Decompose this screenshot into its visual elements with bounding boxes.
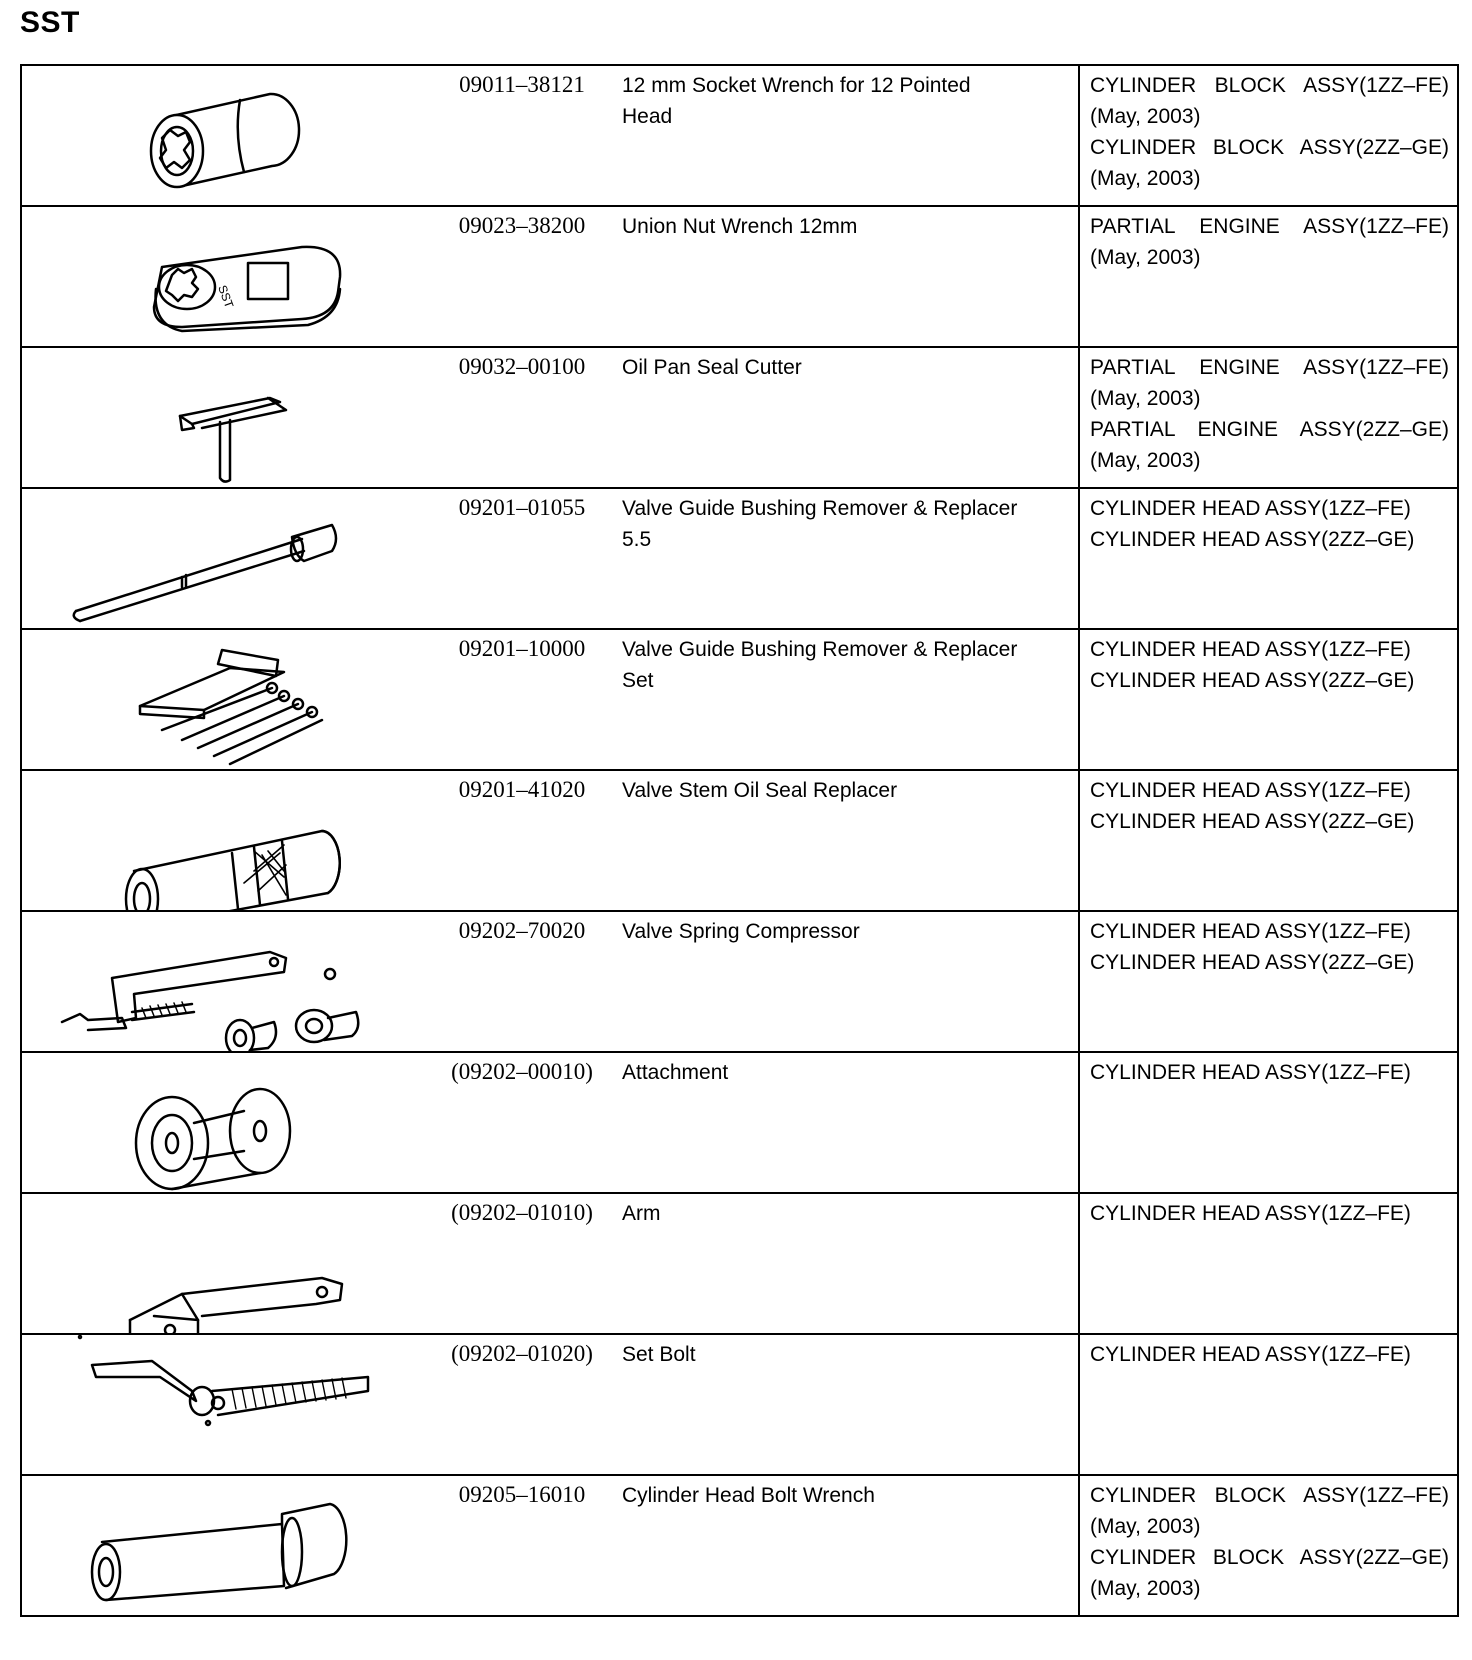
- reference-line: CYLINDER HEAD ASSY(2ZZ–GE): [1090, 951, 1415, 974]
- arm-icon: [22, 1194, 432, 1333]
- reference-line: CYLINDER HEAD ASSY(1ZZ–FE): [1090, 1061, 1411, 1084]
- attachment-icon: [22, 1053, 432, 1192]
- table-row: [21, 911, 1458, 1052]
- table-row: [21, 488, 1458, 629]
- tool-name: Set Bolt: [622, 1343, 696, 1366]
- reference-date: (May, 2003): [1090, 105, 1201, 128]
- reference-date: (May, 2003): [1090, 1577, 1201, 1600]
- reference-date: (May, 2003): [1090, 1515, 1201, 1538]
- reference-cell: [1079, 629, 1458, 770]
- reference-cell: [1079, 1475, 1458, 1616]
- reference-line: CYLINDER HEAD ASSY(1ZZ–FE): [1090, 638, 1411, 661]
- reference-cell: [1079, 770, 1458, 911]
- tool-cell: [21, 206, 1079, 347]
- reference-date: (May, 2003): [1090, 167, 1201, 190]
- oil-seal-replacer-icon: [22, 771, 432, 910]
- table-row: [21, 1475, 1458, 1616]
- table-row: [21, 1052, 1458, 1193]
- tool-cell: [21, 1475, 1079, 1616]
- union-nut-wrench-icon: [22, 207, 432, 346]
- spring-compressor-icon: [22, 912, 432, 1051]
- tool-cell: [21, 488, 1079, 629]
- reference-cell: [1079, 347, 1458, 488]
- reference-date: (May, 2003): [1090, 246, 1201, 269]
- reference-cell: [1079, 65, 1458, 206]
- part-number: (09202–01010): [451, 1200, 593, 1225]
- tool-name: Oil Pan Seal Cutter: [622, 356, 802, 379]
- part-number: 09023–38200: [458, 213, 586, 238]
- reference-line: CYLINDER BLOCK ASSY(2ZZ–GE): [1090, 1546, 1449, 1569]
- reference-line: PARTIAL ENGINE ASSY(2ZZ–GE): [1090, 418, 1449, 441]
- tool-name: Valve Stem Oil Seal Replacer: [622, 779, 898, 802]
- table-row: [21, 1193, 1458, 1334]
- part-number: (09202–00010): [451, 1059, 593, 1084]
- tool-cell: [21, 1052, 1079, 1193]
- reference-line: CYLINDER HEAD ASSY(1ZZ–FE): [1090, 1202, 1411, 1225]
- tool-name: Arm: [622, 1202, 661, 1225]
- reference-cell: [1079, 488, 1458, 629]
- reference-line: CYLINDER HEAD ASSY(2ZZ–GE): [1090, 669, 1415, 692]
- reference-line: CYLINDER HEAD ASSY(1ZZ–FE): [1090, 1343, 1411, 1366]
- tool-cell: [21, 1334, 1079, 1475]
- sst-table: [20, 64, 1459, 1617]
- table-row: [21, 629, 1458, 770]
- bushing-set-icon: [22, 630, 432, 769]
- part-number: 09202–70020: [458, 918, 586, 943]
- svg-text:SST: SST: [215, 283, 237, 310]
- tool-cell: [21, 347, 1079, 488]
- reference-line: PARTIAL ENGINE ASSY(1ZZ–FE): [1090, 356, 1449, 379]
- tool-name: Union Nut Wrench 12mm: [622, 215, 858, 238]
- tool-cell: [21, 1193, 1079, 1334]
- reference-line: CYLINDER BLOCK ASSY(2ZZ–GE): [1090, 136, 1449, 159]
- part-number: 09201–01055: [458, 495, 586, 520]
- reference-cell: [1079, 1193, 1458, 1334]
- table-row: [21, 347, 1458, 488]
- bushing-remover-icon: [22, 489, 432, 628]
- reference-cell: [1079, 1052, 1458, 1193]
- part-number: 09205–16010: [458, 1482, 586, 1507]
- tool-name: Cylinder Head Bolt Wrench: [622, 1484, 875, 1507]
- part-number: 09032–00100: [458, 354, 586, 379]
- tool-cell: [21, 629, 1079, 770]
- page-title: SST: [20, 6, 80, 39]
- reference-cell: [1079, 911, 1458, 1052]
- part-number: 09201–10000: [458, 636, 586, 661]
- table-row: [21, 770, 1458, 911]
- tool-name: Valve Spring Compressor: [622, 920, 860, 943]
- reference-date: (May, 2003): [1090, 449, 1201, 472]
- tool-cell: [21, 770, 1079, 911]
- reference-line: CYLINDER HEAD ASSY(1ZZ–FE): [1090, 779, 1411, 802]
- part-number: 09011–38121: [459, 72, 585, 97]
- tool-name: 12 mm Socket Wrench for 12 Pointed Head: [622, 74, 971, 128]
- reference-cell: [1079, 206, 1458, 347]
- reference-line: CYLINDER HEAD ASSY(2ZZ–GE): [1090, 810, 1415, 833]
- tool-name: Attachment: [622, 1061, 729, 1084]
- reference-line: PARTIAL ENGINE ASSY(1ZZ–FE): [1090, 215, 1449, 238]
- part-number: (09202–01020): [451, 1341, 593, 1366]
- tool-name: Valve Guide Bushing Remover & Replacer Set: [622, 638, 1018, 692]
- reference-line: CYLINDER HEAD ASSY(1ZZ–FE): [1090, 497, 1411, 520]
- part-number: 09201–41020: [458, 777, 586, 802]
- tool-cell: [21, 911, 1079, 1052]
- reference-date: (May, 2003): [1090, 387, 1201, 410]
- reference-line: CYLINDER BLOCK ASSY(1ZZ–FE): [1090, 1484, 1449, 1507]
- bolt-wrench-icon: [22, 1476, 432, 1615]
- table-row: [21, 206, 1458, 347]
- tool-name: Valve Guide Bushing Remover & Replacer 5.5: [622, 497, 1018, 551]
- tool-cell: [21, 65, 1079, 206]
- seal-cutter-icon: [22, 348, 432, 487]
- reference-line: CYLINDER BLOCK ASSY(1ZZ–FE): [1090, 74, 1449, 97]
- socket-wrench-icon: [22, 66, 432, 205]
- reference-line: CYLINDER HEAD ASSY(2ZZ–GE): [1090, 528, 1415, 551]
- set-bolt-icon: [22, 1335, 432, 1474]
- table-row: [21, 65, 1458, 206]
- reference-line: CYLINDER HEAD ASSY(1ZZ–FE): [1090, 920, 1411, 943]
- table-row: [21, 1334, 1458, 1475]
- reference-cell: [1079, 1334, 1458, 1475]
